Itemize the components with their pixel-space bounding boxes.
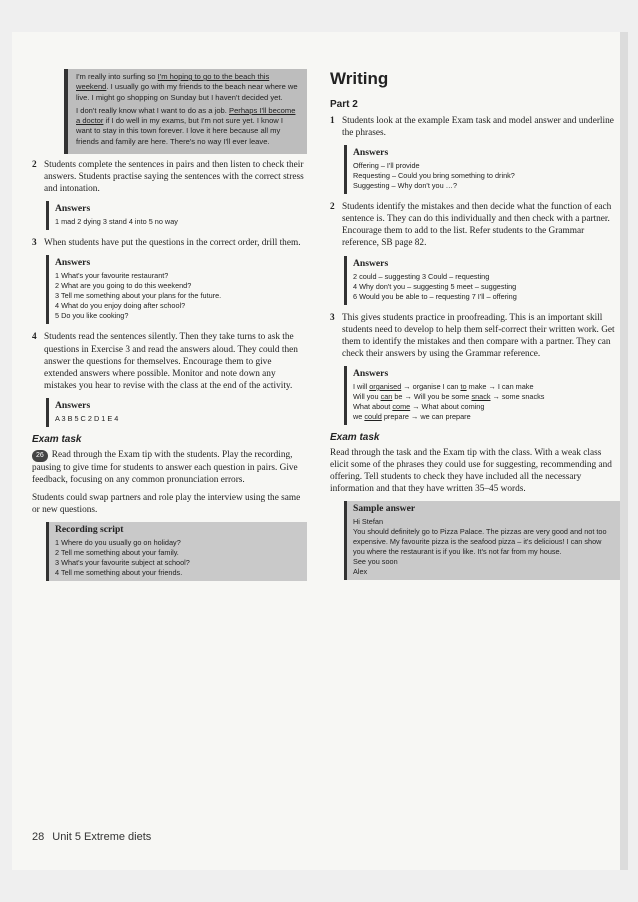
sample-answer-title: Sample answer [353,503,416,515]
right-column [330,69,620,587]
correction-text: What about [353,401,393,411]
correction-line [353,382,614,392]
correction-line [353,392,614,402]
instruction-2 [32,159,307,195]
book-page [12,32,628,870]
answers-title: Answers [55,399,91,411]
exam-task-paragraph [32,449,307,486]
answers-title: Answers [353,367,389,379]
writing-instruction-3 [330,312,620,360]
correction-text: we [353,411,365,421]
sample-line: Hi Stefan [353,517,384,527]
sample-line: You should definitely go to Pizza Palace. The pizzas are very good and not too expensive. My favourite pizza is the seafood pizza – it's delicious! I can show you where the restaurant is if you like. It's not far from my house. [353,527,607,557]
correction-text: make → I can make [466,381,534,391]
model-answer-text: I don't really know what I want to do as a job. [76,105,229,115]
underlined-phrase: Perhaps I'll become a doctor [76,105,296,126]
script-line: 1 Where do you usually go on holiday? [55,538,181,548]
unit-title: Unit 5 Extreme diets [52,831,152,843]
script-line: 2 Tell me something about your family. [55,548,179,558]
answers-line: 2 could – suggesting 3 Could – requesting [353,271,490,281]
sample-line: See you soon [353,557,398,567]
answers-line: Offering – I'll provide [353,161,420,171]
answers-box-4 [46,398,307,427]
answers-line: 2 What are you going to do this weekend? [55,281,192,291]
item-text: Students complete the sentences in pairs and then listen to check their answers. Students practise saying the sentences with the correct stress and intonation. [44,160,304,195]
recording-script-title: Recording script [55,524,124,536]
writing-answers-box-2 [344,256,620,305]
correction-line [353,402,614,412]
correction-text: → some snacks [490,391,545,401]
item-number: 4 [32,332,37,343]
item-number: 2 [32,160,37,171]
page-footer [32,831,151,843]
answers-line: 6 Would you be able to – requesting 7 I'll – offering [353,291,517,301]
correction-text: Will you [353,391,381,401]
model-answer-box [64,69,307,154]
answers-line: Requesting – Could you bring something to drink? [353,171,515,181]
item-number: 1 [330,116,335,126]
answers-title: Answers [353,257,389,269]
left-column [32,69,307,588]
item-text: Students identify the mistakes and then decide what the function of each sentence is. They can do this individually and then check with a partner. Encourage them to add to the list. Refer students to the Grammar reference, SB page 82. [342,202,612,249]
item-text: This gives students practice in proofreading. This is an important skill students need to develop to help them self-correct their written work. Get them to identify the mistakes and then compare with a partner. They can check their answers by using the Grammar reference. [342,312,615,359]
answers-line: 3 Tell me something about your plans for the future. [55,291,222,301]
page-edge [620,32,628,870]
model-answer-text: . I usually go with my friends to the beach near where we live. I might go shopping on Sunday but I haven't decided yet. [76,82,298,102]
correction-text: be → Will you be some [392,391,472,401]
correction-text: prepare → we can prepare [381,411,471,421]
underlined-phrase: I'm hoping to go to the beach this weekend [76,72,270,92]
section-heading: Writing [330,69,389,88]
recording-script-box [46,522,307,581]
underlined-phrase: come [392,401,411,411]
script-line: 4 Tell me something about your friends. [55,568,183,578]
item-text: Students look at the example Exam task and model answer and underline the phrases. [342,116,614,139]
correction-text: I will [353,381,370,391]
exam-task-paragraph-2: Students could swap partners and role play the interview using the same or new questions. [32,493,301,516]
item-number: 3 [32,238,37,249]
item-text: Students read the sentences silently. Then they take turns to ask the questions in Exercise 3 and read the answers aloud. They could then answer the questions for themselves. Encourage them to give extended answers where possible. Monitor and note down any mistakes you hear to revise with the class at the end of the activity. [44,332,298,391]
underlined-phrase: snack [471,391,491,401]
model-answer-text: I'm really into surfing so [76,72,158,81]
answers-box-3 [46,255,307,324]
exam-task-heading: Exam task [330,431,380,443]
model-answer-text: if I do well in my exams, but I'm not sure yet. I know I want to stay in this town forever. I love it here because all my friends and family are here. There's no way I'll ever leave. [76,116,284,146]
answers-line: 4 Why don't you – suggesting 5 meet – suggesting [353,281,517,291]
answers-line: Suggesting – Why don't you …? [353,181,458,191]
answers-title: Answers [55,257,91,269]
instruction-3 [32,237,307,249]
page-number: 28 [32,831,45,843]
exam-task-text: Read through the Exam tip with the students. Play the recording, pausing to give time for students to answer each question in pairs. Give feedback, focusing on any common pronunciation errors. [32,449,298,486]
answers-line: 4 What do you enjoy doing after school? [55,301,186,311]
item-number: 3 [330,312,335,323]
underlined-phrase: to [460,381,467,391]
answers-line: 5 Do you like cooking? [55,311,129,321]
writing-answers-box-3 [344,366,620,425]
answers-line: 1 What's your favourite restaurant? [55,271,169,281]
answers-title: Answers [353,147,389,159]
exam-task-heading: Exam task [32,433,82,445]
instruction-4 [32,331,307,391]
answers-line: 1 mad 2 dying 3 stand 4 into 5 no way [55,217,178,227]
sample-answer-box [344,501,620,580]
writing-instruction-1 [330,115,620,139]
writing-answers-box-1 [344,145,620,194]
underlined-phrase: can [380,391,393,401]
part-heading: Part 2 [330,99,358,110]
item-number: 2 [330,202,335,213]
model-answer-paragraph [76,72,301,103]
correction-line [353,412,614,422]
script-line: 3 What's your favourite subject at school? [55,558,190,568]
correction-text: → What about coming [410,401,485,411]
exam-task-paragraph: Read through the task and the Exam tip with the class. With a weak class elicit some of the phrases they could use for suggesting, recommending and offering. Tell students to check they have included all the necessary information and that they have written 35–45 words. [330,447,612,495]
corrections-list [353,382,614,422]
item-text: When students have put the questions in the correct order, drill them. [44,238,301,249]
answers-line: A 3 B 5 C 2 D 1 E 4 [55,413,119,423]
underlined-phrase: could [364,411,382,421]
underlined-phrase: organised [369,381,402,391]
correction-text: → organise I can [401,381,461,391]
answers-box-2 [46,201,307,230]
model-answer-paragraph [76,106,301,147]
answers-title: Answers [55,203,91,215]
audio-track-icon: 26 [32,450,48,462]
writing-instruction-2 [330,201,620,249]
sample-line: Alex [353,567,368,577]
